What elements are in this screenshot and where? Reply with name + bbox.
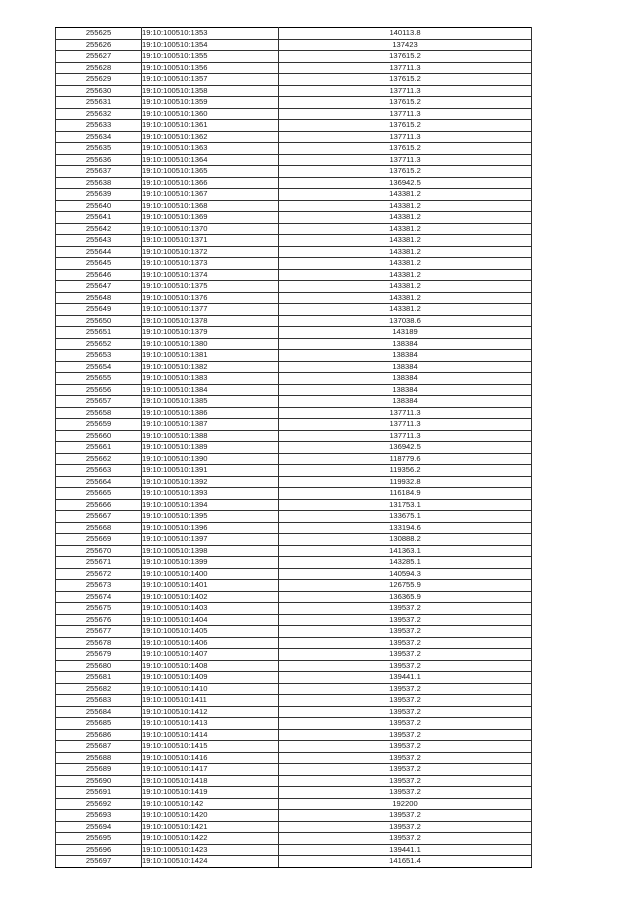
table-row — [56, 660, 532, 672]
timestamp-cell: 19:10:100510:1424 — [142, 856, 279, 868]
timestamp-cell: 19:10:100510:1376 — [142, 292, 279, 304]
table-row — [56, 85, 532, 97]
timestamp-cell: 19:10:100510:1419 — [142, 787, 279, 799]
table-body — [56, 28, 532, 868]
table-row — [56, 292, 532, 304]
timestamp-cell: 19:10:100510:1386 — [142, 407, 279, 419]
row-id-cell: 255666 — [56, 499, 142, 511]
value-cell: 143381.2 — [279, 223, 532, 235]
row-id-cell: 255647 — [56, 281, 142, 293]
row-id-cell: 255672 — [56, 568, 142, 580]
value-cell: 137423 — [279, 39, 532, 51]
timestamp-cell: 19:10:100510:1371 — [142, 235, 279, 247]
value-cell: 143381.2 — [279, 304, 532, 316]
table-row — [56, 511, 532, 523]
row-id-cell: 255639 — [56, 189, 142, 201]
value-cell: 139441.1 — [279, 844, 532, 856]
value-cell: 139537.2 — [279, 626, 532, 638]
timestamp-cell: 19:10:100510:1395 — [142, 511, 279, 523]
table-row — [56, 212, 532, 224]
timestamp-cell: 19:10:100510:1358 — [142, 85, 279, 97]
row-id-cell: 255688 — [56, 752, 142, 764]
timestamp-cell: 19:10:100510:1421 — [142, 821, 279, 833]
value-cell: 137038.6 — [279, 315, 532, 327]
table-row — [56, 695, 532, 707]
row-id-cell: 255671 — [56, 557, 142, 569]
row-id-cell: 255638 — [56, 177, 142, 189]
table-row — [56, 442, 532, 454]
table-row — [56, 603, 532, 615]
timestamp-cell: 19:10:100510:1357 — [142, 74, 279, 86]
value-cell: 137615.2 — [279, 74, 532, 86]
table-row — [56, 223, 532, 235]
row-id-cell: 255652 — [56, 338, 142, 350]
row-id-cell: 255673 — [56, 580, 142, 592]
timestamp-cell: 19:10:100510:1400 — [142, 568, 279, 580]
timestamp-cell: 19:10:100510:1411 — [142, 695, 279, 707]
value-cell: 139537.2 — [279, 775, 532, 787]
value-cell: 137615.2 — [279, 51, 532, 63]
table-row — [56, 844, 532, 856]
value-cell: 141363.1 — [279, 545, 532, 557]
value-cell: 143381.2 — [279, 200, 532, 212]
timestamp-cell: 19:10:100510:1405 — [142, 626, 279, 638]
timestamp-cell: 19:10:100510:1353 — [142, 28, 279, 40]
timestamp-cell: 19:10:100510:1409 — [142, 672, 279, 684]
timestamp-cell: 19:10:100510:1394 — [142, 499, 279, 511]
table-row — [56, 384, 532, 396]
value-cell: 133675.1 — [279, 511, 532, 523]
table-row — [56, 281, 532, 293]
row-id-cell: 255648 — [56, 292, 142, 304]
timestamp-cell: 19:10:100510:1398 — [142, 545, 279, 557]
value-cell: 137711.3 — [279, 419, 532, 431]
timestamp-cell: 19:10:100510:1368 — [142, 200, 279, 212]
timestamp-cell: 19:10:100510:1370 — [142, 223, 279, 235]
table-row — [56, 200, 532, 212]
row-id-cell: 255679 — [56, 649, 142, 661]
value-cell: 118779.6 — [279, 453, 532, 465]
value-cell: 137615.2 — [279, 143, 532, 155]
row-id-cell: 255628 — [56, 62, 142, 74]
value-cell: 143381.2 — [279, 269, 532, 281]
timestamp-cell: 19:10:100510:1406 — [142, 637, 279, 649]
row-id-cell: 255681 — [56, 672, 142, 684]
value-cell: 136942.5 — [279, 442, 532, 454]
value-cell: 137711.3 — [279, 85, 532, 97]
value-cell: 143381.2 — [279, 258, 532, 270]
timestamp-cell: 19:10:100510:1355 — [142, 51, 279, 63]
timestamp-cell: 19:10:100510:1385 — [142, 396, 279, 408]
row-id-cell: 255657 — [56, 396, 142, 408]
table-row — [56, 833, 532, 845]
timestamp-cell: 19:10:100510:1402 — [142, 591, 279, 603]
row-id-cell: 255640 — [56, 200, 142, 212]
row-id-cell: 255695 — [56, 833, 142, 845]
value-cell: 139537.2 — [279, 614, 532, 626]
timestamp-cell: 19:10:100510:1383 — [142, 373, 279, 385]
timestamp-cell: 19:10:100510:1366 — [142, 177, 279, 189]
row-id-cell: 255682 — [56, 683, 142, 695]
row-id-cell: 255694 — [56, 821, 142, 833]
row-id-cell: 255676 — [56, 614, 142, 626]
timestamp-cell: 19:10:100510:1404 — [142, 614, 279, 626]
table-row — [56, 787, 532, 799]
value-cell: 139537.2 — [279, 729, 532, 741]
value-cell: 139441.1 — [279, 672, 532, 684]
row-id-cell: 255656 — [56, 384, 142, 396]
table-row — [56, 430, 532, 442]
row-id-cell: 255642 — [56, 223, 142, 235]
value-cell: 139537.2 — [279, 683, 532, 695]
value-cell: 136365.9 — [279, 591, 532, 603]
value-cell: 137711.3 — [279, 108, 532, 120]
table-row — [56, 557, 532, 569]
timestamp-cell: 19:10:100510:1373 — [142, 258, 279, 270]
table-row — [56, 108, 532, 120]
table-row — [56, 580, 532, 592]
table-row — [56, 626, 532, 638]
table-row — [56, 235, 532, 247]
row-id-cell: 255646 — [56, 269, 142, 281]
timestamp-cell: 19:10:100510:1396 — [142, 522, 279, 534]
table-row — [56, 338, 532, 350]
row-id-cell: 255633 — [56, 120, 142, 132]
timestamp-cell: 19:10:100510:1407 — [142, 649, 279, 661]
value-cell: 143381.2 — [279, 246, 532, 258]
timestamp-cell: 19:10:100510:1362 — [142, 131, 279, 143]
table-row — [56, 741, 532, 753]
value-cell: 139537.2 — [279, 718, 532, 730]
table-row — [56, 718, 532, 730]
timestamp-cell: 19:10:100510:1356 — [142, 62, 279, 74]
timestamp-cell: 19:10:100510:1354 — [142, 39, 279, 51]
row-id-cell: 255687 — [56, 741, 142, 753]
table-row — [56, 177, 532, 189]
row-id-cell: 255675 — [56, 603, 142, 615]
row-id-cell: 255664 — [56, 476, 142, 488]
table-row — [56, 51, 532, 63]
row-id-cell: 255680 — [56, 660, 142, 672]
row-id-cell: 255641 — [56, 212, 142, 224]
timestamp-cell: 19:10:100510:1393 — [142, 488, 279, 500]
value-cell: 138384 — [279, 350, 532, 362]
row-id-cell: 255625 — [56, 28, 142, 40]
row-id-cell: 255683 — [56, 695, 142, 707]
table-row — [56, 97, 532, 109]
value-cell: 137711.3 — [279, 154, 532, 166]
row-id-cell: 255659 — [56, 419, 142, 431]
timestamp-cell: 19:10:100510:1384 — [142, 384, 279, 396]
row-id-cell: 255663 — [56, 465, 142, 477]
timestamp-cell: 19:10:100510:1412 — [142, 706, 279, 718]
row-id-cell: 255654 — [56, 361, 142, 373]
value-cell: 137711.3 — [279, 62, 532, 74]
table-row — [56, 683, 532, 695]
table-row — [56, 74, 532, 86]
row-id-cell: 255634 — [56, 131, 142, 143]
timestamp-cell: 19:10:100510:1414 — [142, 729, 279, 741]
timestamp-cell: 19:10:100510:1369 — [142, 212, 279, 224]
row-id-cell: 255686 — [56, 729, 142, 741]
timestamp-cell: 19:10:100510:1415 — [142, 741, 279, 753]
timestamp-cell: 19:10:100510:1413 — [142, 718, 279, 730]
row-id-cell: 255660 — [56, 430, 142, 442]
value-cell: 136942.5 — [279, 177, 532, 189]
table-row — [56, 453, 532, 465]
table-row — [56, 120, 532, 132]
row-id-cell: 255661 — [56, 442, 142, 454]
row-id-cell: 255665 — [56, 488, 142, 500]
value-cell: 140594.3 — [279, 568, 532, 580]
table-row — [56, 729, 532, 741]
row-id-cell: 255690 — [56, 775, 142, 787]
table-row — [56, 39, 532, 51]
value-cell: 137615.2 — [279, 120, 532, 132]
row-id-cell: 255692 — [56, 798, 142, 810]
value-cell: 131753.1 — [279, 499, 532, 511]
table-row — [56, 258, 532, 270]
value-cell: 143381.2 — [279, 212, 532, 224]
timestamp-cell: 19:10:100510:1388 — [142, 430, 279, 442]
timestamp-cell: 19:10:100510:1392 — [142, 476, 279, 488]
timestamp-cell: 19:10:100510:1408 — [142, 660, 279, 672]
timestamp-cell: 19:10:100510:1361 — [142, 120, 279, 132]
table-row — [56, 568, 532, 580]
value-cell: 119932.8 — [279, 476, 532, 488]
timestamp-cell: 19:10:100510:1382 — [142, 361, 279, 373]
value-cell: 139537.2 — [279, 752, 532, 764]
table-row — [56, 166, 532, 178]
timestamp-cell: 19:10:100510:1423 — [142, 844, 279, 856]
row-id-cell: 255630 — [56, 85, 142, 97]
value-cell: 119356.2 — [279, 465, 532, 477]
value-cell: 192200 — [279, 798, 532, 810]
table-row — [56, 28, 532, 40]
table-row — [56, 591, 532, 603]
row-id-cell: 255691 — [56, 787, 142, 799]
row-id-cell: 255636 — [56, 154, 142, 166]
timestamp-cell: 19:10:100510:1375 — [142, 281, 279, 293]
value-cell: 139537.2 — [279, 660, 532, 672]
timestamp-cell: 19:10:100510:1377 — [142, 304, 279, 316]
row-id-cell: 255632 — [56, 108, 142, 120]
value-cell: 133194.6 — [279, 522, 532, 534]
timestamp-cell: 19:10:100510:1399 — [142, 557, 279, 569]
value-cell: 137615.2 — [279, 97, 532, 109]
table-row — [56, 545, 532, 557]
value-cell: 139537.2 — [279, 706, 532, 718]
row-id-cell: 255631 — [56, 97, 142, 109]
table-row — [56, 154, 532, 166]
row-id-cell: 255678 — [56, 637, 142, 649]
table-row — [56, 465, 532, 477]
table-row — [56, 499, 532, 511]
table-row — [56, 488, 532, 500]
row-id-cell: 255650 — [56, 315, 142, 327]
value-cell: 143189 — [279, 327, 532, 339]
row-id-cell: 255693 — [56, 810, 142, 822]
table-row — [56, 407, 532, 419]
timestamp-cell: 19:10:100510:1363 — [142, 143, 279, 155]
value-cell: 137711.3 — [279, 131, 532, 143]
timestamp-cell: 19:10:100510:1417 — [142, 764, 279, 776]
timestamp-cell: 19:10:100510:1381 — [142, 350, 279, 362]
value-cell: 137711.3 — [279, 430, 532, 442]
table-row — [56, 476, 532, 488]
row-id-cell: 255685 — [56, 718, 142, 730]
value-cell: 139537.2 — [279, 741, 532, 753]
table-row — [56, 764, 532, 776]
table-row — [56, 752, 532, 764]
value-cell: 139537.2 — [279, 821, 532, 833]
value-cell: 137711.3 — [279, 407, 532, 419]
value-cell: 141651.4 — [279, 856, 532, 868]
value-cell: 139537.2 — [279, 695, 532, 707]
timestamp-cell: 19:10:100510:1360 — [142, 108, 279, 120]
timestamp-cell: 19:10:100510:1422 — [142, 833, 279, 845]
timestamp-cell: 19:10:100510:1389 — [142, 442, 279, 454]
timestamp-cell: 19:10:100510:1410 — [142, 683, 279, 695]
value-cell: 143381.2 — [279, 292, 532, 304]
timestamp-cell: 19:10:100510:1359 — [142, 97, 279, 109]
table-row — [56, 706, 532, 718]
row-id-cell: 255637 — [56, 166, 142, 178]
value-cell: 137615.2 — [279, 166, 532, 178]
row-id-cell: 255677 — [56, 626, 142, 638]
value-cell: 126755.9 — [279, 580, 532, 592]
row-id-cell: 255689 — [56, 764, 142, 776]
timestamp-cell: 19:10:100510:1364 — [142, 154, 279, 166]
timestamp-cell: 19:10:100510:1367 — [142, 189, 279, 201]
timestamp-cell: 19:10:100510:142 — [142, 798, 279, 810]
value-cell: 139537.2 — [279, 787, 532, 799]
value-cell: 138384 — [279, 373, 532, 385]
row-id-cell: 255643 — [56, 235, 142, 247]
value-cell: 138384 — [279, 396, 532, 408]
value-cell: 138384 — [279, 384, 532, 396]
row-id-cell: 255697 — [56, 856, 142, 868]
row-id-cell: 255669 — [56, 534, 142, 546]
table-row — [56, 327, 532, 339]
table-row — [56, 361, 532, 373]
table-row — [56, 637, 532, 649]
table-row — [56, 315, 532, 327]
timestamp-cell: 19:10:100510:1403 — [142, 603, 279, 615]
row-id-cell: 255696 — [56, 844, 142, 856]
timestamp-cell: 19:10:100510:1374 — [142, 269, 279, 281]
table-row — [56, 534, 532, 546]
data-table — [55, 27, 532, 868]
timestamp-cell: 19:10:100510:1378 — [142, 315, 279, 327]
value-cell: 138384 — [279, 361, 532, 373]
table-row — [56, 304, 532, 316]
table-row — [56, 373, 532, 385]
timestamp-cell: 19:10:100510:1387 — [142, 419, 279, 431]
row-id-cell: 255670 — [56, 545, 142, 557]
table-row — [56, 143, 532, 155]
row-id-cell: 255626 — [56, 39, 142, 51]
table-row — [56, 810, 532, 822]
row-id-cell: 255662 — [56, 453, 142, 465]
table-row — [56, 131, 532, 143]
row-id-cell: 255653 — [56, 350, 142, 362]
table-row — [56, 396, 532, 408]
timestamp-cell: 19:10:100510:1401 — [142, 580, 279, 592]
value-cell: 139537.2 — [279, 649, 532, 661]
value-cell: 143381.2 — [279, 235, 532, 247]
value-cell: 116184.9 — [279, 488, 532, 500]
row-id-cell: 255668 — [56, 522, 142, 534]
timestamp-cell: 19:10:100510:1420 — [142, 810, 279, 822]
row-id-cell: 255655 — [56, 373, 142, 385]
row-id-cell: 255644 — [56, 246, 142, 258]
table-row — [56, 672, 532, 684]
timestamp-cell: 19:10:100510:1372 — [142, 246, 279, 258]
table-row — [56, 798, 532, 810]
value-cell: 130888.2 — [279, 534, 532, 546]
table-row — [56, 821, 532, 833]
row-id-cell: 255645 — [56, 258, 142, 270]
value-cell: 139537.2 — [279, 603, 532, 615]
row-id-cell: 255667 — [56, 511, 142, 523]
timestamp-cell: 19:10:100510:1365 — [142, 166, 279, 178]
value-cell: 139537.2 — [279, 637, 532, 649]
table-row — [56, 269, 532, 281]
table-row — [56, 614, 532, 626]
timestamp-cell: 19:10:100510:1379 — [142, 327, 279, 339]
row-id-cell: 255629 — [56, 74, 142, 86]
timestamp-cell: 19:10:100510:1418 — [142, 775, 279, 787]
value-cell: 140113.8 — [279, 28, 532, 40]
table-row — [56, 246, 532, 258]
timestamp-cell: 19:10:100510:1391 — [142, 465, 279, 477]
value-cell: 143285.1 — [279, 557, 532, 569]
timestamp-cell: 19:10:100510:1380 — [142, 338, 279, 350]
value-cell: 139537.2 — [279, 810, 532, 822]
table-row — [56, 649, 532, 661]
row-id-cell: 255684 — [56, 706, 142, 718]
timestamp-cell: 19:10:100510:1416 — [142, 752, 279, 764]
timestamp-cell: 19:10:100510:1390 — [142, 453, 279, 465]
value-cell: 138384 — [279, 338, 532, 350]
value-cell: 143381.2 — [279, 281, 532, 293]
table-row — [56, 522, 532, 534]
row-id-cell: 255649 — [56, 304, 142, 316]
value-cell: 143381.2 — [279, 189, 532, 201]
value-cell: 139537.2 — [279, 764, 532, 776]
timestamp-cell: 19:10:100510:1397 — [142, 534, 279, 546]
table-row — [56, 775, 532, 787]
row-id-cell: 255658 — [56, 407, 142, 419]
table-row — [56, 189, 532, 201]
row-id-cell: 255674 — [56, 591, 142, 603]
table-row — [56, 856, 532, 868]
row-id-cell: 255651 — [56, 327, 142, 339]
table-row — [56, 62, 532, 74]
row-id-cell: 255627 — [56, 51, 142, 63]
row-id-cell: 255635 — [56, 143, 142, 155]
table-row — [56, 419, 532, 431]
table-row — [56, 350, 532, 362]
value-cell: 139537.2 — [279, 833, 532, 845]
